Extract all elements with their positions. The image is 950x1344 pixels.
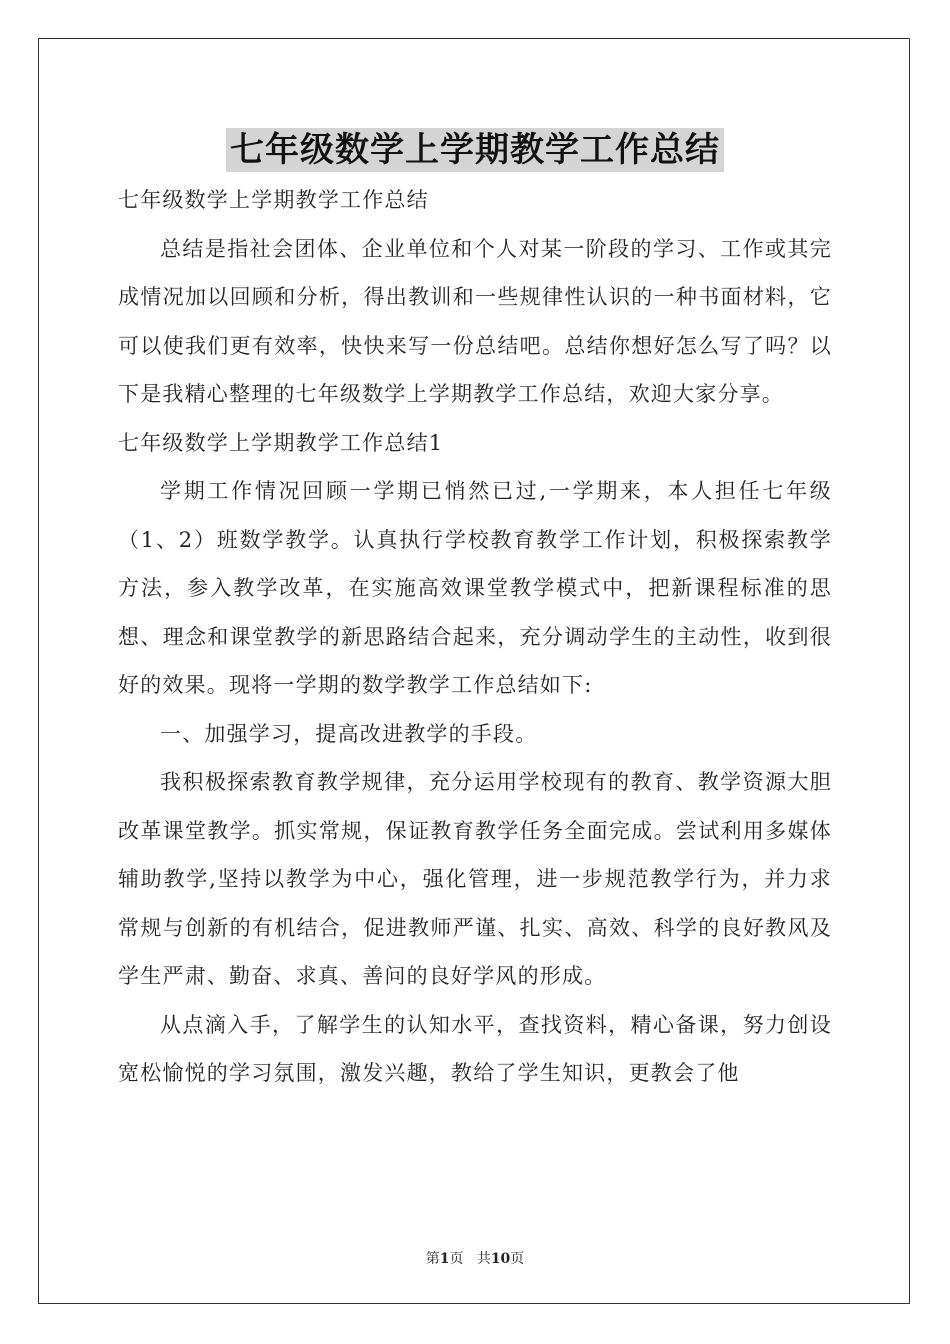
paragraph-details: 从点滴入手，了解学生的认知水平，查找资料，精心备课，努力创设宽松愉悦的学习氛围，激发兴趣，教给了学生知识，更教会了他 — [118, 1012, 832, 1085]
footer-page-number: 1 — [439, 1251, 450, 1267]
footer-prefix: 第 — [425, 1251, 440, 1267]
paragraph-section-heading: 七年级数学上学期教学工作总结1 — [118, 430, 444, 455]
paragraph-exploration: 我积极探索教育教学规律，充分运用学校现有的教育、教学资源大胆改革课堂教学。抓实常规，保证教育教学任务全面完成。尝试利用多媒体辅助教学,坚持以教学为中心，强化管理，进一步规范教学行为，并力求常规与创新的有机结合，促进教师严谨、扎实、高效、科学的良好教风及学生严肃、勤奋、求真、善问的良好学风的形成。 — [118, 770, 832, 988]
document-title: 七年级数学上学期教学工作总结 — [226, 128, 724, 172]
footer-total-prefix: 共 — [476, 1251, 491, 1267]
document-body — [118, 176, 832, 1098]
footer-total-pages: 10 — [490, 1251, 511, 1267]
footer-total-suffix: 页 — [510, 1251, 525, 1267]
paragraph-subtitle: 七年级数学上学期教学工作总结 — [118, 188, 429, 212]
footer-page-suffix: 页 — [449, 1251, 464, 1267]
paragraph-intro: 总结是指社会团体、企业单位和个人对某一阶段的学习、工作或其完成情况加以回顾和分析，得出教训和一些规律性认识的一种书面材料，它可以使我们更有效率，快快来写一份总结吧。总结你想好怎么写了吗？以下是我精心整理的七年级数学上学期教学工作总结，欢迎大家分享。 — [118, 236, 832, 406]
paragraph-review: 学期工作情况回顾一学期已悄然已过,一学期来，本人担任七年级（1、2）班数学教学。认真执行学校教育教学工作计划，积极探索教学方法，参入教学改革，在实施高效课堂教学模式中，把新课程标准的思想、理念和课堂教学的新思路结合起来，充分调动学生的主动性，收到很好的效果。现将一学期的数学教学工作总结如下: — [118, 479, 832, 697]
paragraph-point-one: 一、加强学习，提高改进教学的手段。 — [160, 721, 538, 746]
page-footer — [0, 1248, 950, 1268]
title-wrap — [0, 128, 950, 172]
